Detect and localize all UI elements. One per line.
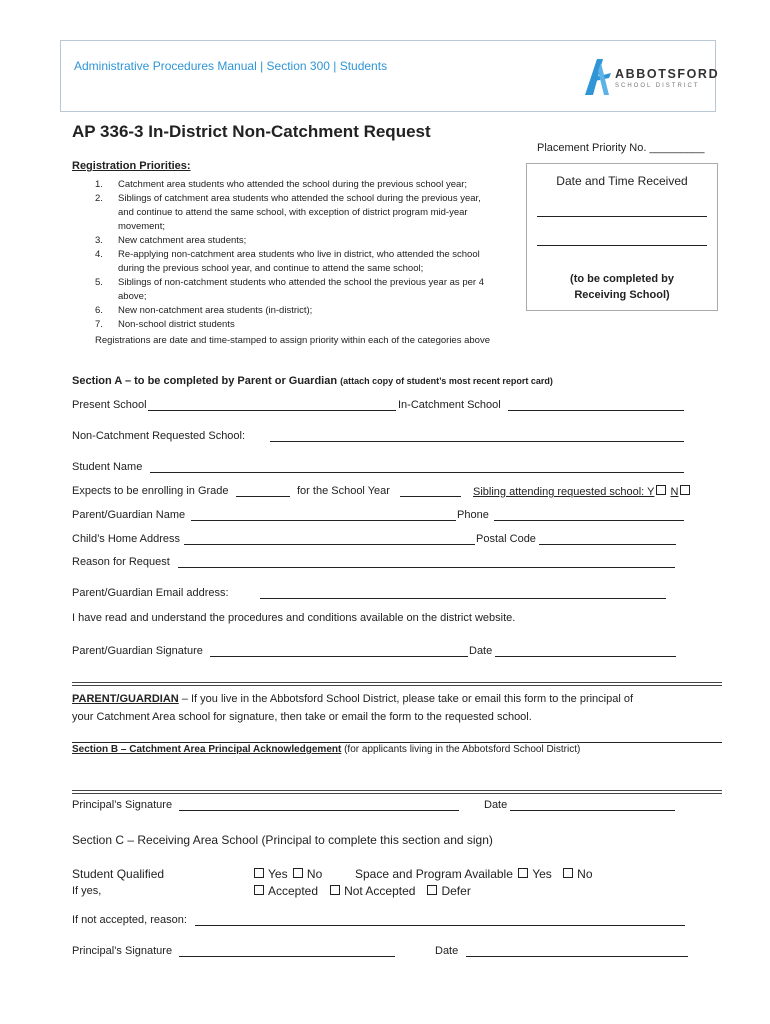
section-b-heading: Section B – Catchment Area Principal Acknowledgement (for applicants living in the Abbotsford School District) (72, 744, 581, 755)
decision-options: Accepted Not Accepted Defer (252, 884, 471, 898)
divider (72, 682, 722, 686)
registration-list (95, 178, 484, 332)
present-school-field[interactable] (148, 410, 396, 411)
sibling-question: Sibling attending requested school: Y N (473, 485, 694, 498)
sibling-no-checkbox[interactable] (680, 485, 690, 495)
non-catchment-label: Non-Catchment Requested School: (72, 430, 246, 442)
non-catchment-field[interactable] (270, 441, 684, 442)
postal-code-field[interactable] (539, 544, 676, 545)
principal-b-signature-field[interactable] (179, 810, 459, 811)
box-note: (to be completed by Receiving School) (570, 273, 674, 301)
phone-field[interactable] (494, 520, 684, 521)
logo-subtitle: SCHOOL DISTRICT (615, 83, 700, 89)
section-a-heading: Section A – to be completed by Parent or Guardian (attach copy of student’s most recent report card) (72, 375, 553, 387)
space-yes-checkbox[interactable] (518, 868, 528, 878)
email-field[interactable] (260, 598, 666, 599)
phone-label: Phone (457, 509, 489, 521)
list-item: 4. Re-applying non-catchment area students who live in district, who attended the school during the previous school year, and continue to attend the same school; (95, 249, 480, 274)
divider (72, 742, 722, 743)
principal-b-date-field[interactable] (510, 810, 675, 811)
list-item: 7. Non-school district students (95, 319, 235, 330)
space-no-checkbox[interactable] (563, 868, 573, 878)
not-accepted-reason-field[interactable] (195, 925, 685, 926)
date-received-line[interactable] (537, 216, 707, 217)
in-catchment-field[interactable] (508, 410, 684, 411)
list-item: 5. Siblings of non-catchment students who attended the school the previous year as per 4 above; (95, 277, 484, 302)
section-c-heading: Section C – Receiving Area School (Principal to complete this section and sign) (72, 833, 493, 847)
postal-code-label: Postal Code (476, 533, 536, 545)
parent-date-label: Date (469, 645, 493, 657)
in-catchment-label: In-Catchment School (398, 399, 501, 411)
address-label: Child’s Home Address (72, 533, 181, 545)
date-time-received-box (526, 163, 718, 311)
qualified-no-checkbox[interactable] (293, 868, 303, 878)
time-received-line[interactable] (537, 245, 707, 246)
sibling-yes-checkbox[interactable] (656, 485, 666, 495)
if-yes-label: If yes, (72, 885, 102, 897)
space-available-options: Space and Program Available Yes No (355, 867, 593, 881)
principal-b-date-label: Date (484, 799, 508, 811)
not-accepted-checkbox[interactable] (330, 885, 340, 895)
box-title: Date and Time Received (556, 174, 688, 188)
parent-name-field[interactable] (191, 520, 456, 521)
accepted-checkbox[interactable] (254, 885, 264, 895)
parent-name-label: Parent/Guardian Name (72, 509, 186, 521)
student-name-field[interactable] (150, 472, 684, 473)
parent-guardian-note: PARENT/GUARDIAN – If you live in the Abbotsford School District, please take or email this form to the principal of your Catchment Area school for signature, then take or email the form to the requested school. (72, 693, 634, 723)
registration-footer: Registrations are date and time-stamped to assign priority within each of the categories above (95, 335, 490, 346)
principal-b-signature-label: Principal’s Signature (72, 799, 173, 811)
student-name-label: Student Name (72, 461, 143, 473)
page-title: AP 336-3 In-District Non-Catchment Request (72, 122, 431, 141)
school-year-field[interactable] (400, 496, 461, 497)
email-label: Parent/Guardian Email address: (72, 587, 229, 599)
reason-label: Reason for Request (72, 556, 170, 568)
principal-c-signature-field[interactable] (179, 956, 395, 957)
school-year-label: for the School Year (297, 485, 390, 497)
student-qualified-label: Student Qualified (72, 867, 165, 881)
manual-section-label: Administrative Procedures Manual | Section 300 | Students (74, 59, 388, 73)
parent-signature-label: Parent/Guardian Signature (72, 645, 203, 657)
qualified-yes-checkbox[interactable] (254, 868, 264, 878)
list-item: 2. Siblings of catchment area students who attended the school during the previous year, and continue to attend the same school, with exception of district program mid-year movement; (95, 193, 481, 232)
divider (72, 790, 722, 794)
list-item: 3. New catchment area students; (95, 235, 247, 246)
defer-checkbox[interactable] (427, 885, 437, 895)
principal-c-date-label: Date (435, 945, 459, 957)
present-school-label: Present School (72, 399, 147, 411)
list-item: 6. New non-catchment area students (in-district); (95, 305, 313, 316)
reason-field[interactable] (178, 567, 675, 568)
parent-date-field[interactable] (495, 656, 676, 657)
not-accepted-reason-label: If not accepted, reason: (72, 914, 187, 926)
qualified-options: Yes No (252, 867, 322, 881)
abbotsford-logo-icon (581, 55, 615, 99)
registration-heading: Registration Priorities: (72, 160, 191, 172)
district-logo (581, 55, 720, 99)
logo-wordmark: ABBOTSFORD (615, 67, 720, 81)
address-field[interactable] (184, 544, 475, 545)
grade-field[interactable] (236, 496, 290, 497)
principal-c-date-field[interactable] (466, 956, 688, 957)
placement-priority-field[interactable]: Placement Priority No. _________ (537, 142, 705, 154)
page-header (60, 40, 720, 112)
principal-c-signature-label: Principal’s Signature (72, 945, 173, 957)
grade-label: Expects to be enrolling in Grade (72, 485, 229, 497)
read-statement: I have read and understand the procedures and conditions available on the district website. (72, 612, 516, 624)
parent-signature-field[interactable] (210, 656, 468, 657)
list-item: 1. Catchment area students who attended the school during the previous school year; (95, 179, 468, 190)
